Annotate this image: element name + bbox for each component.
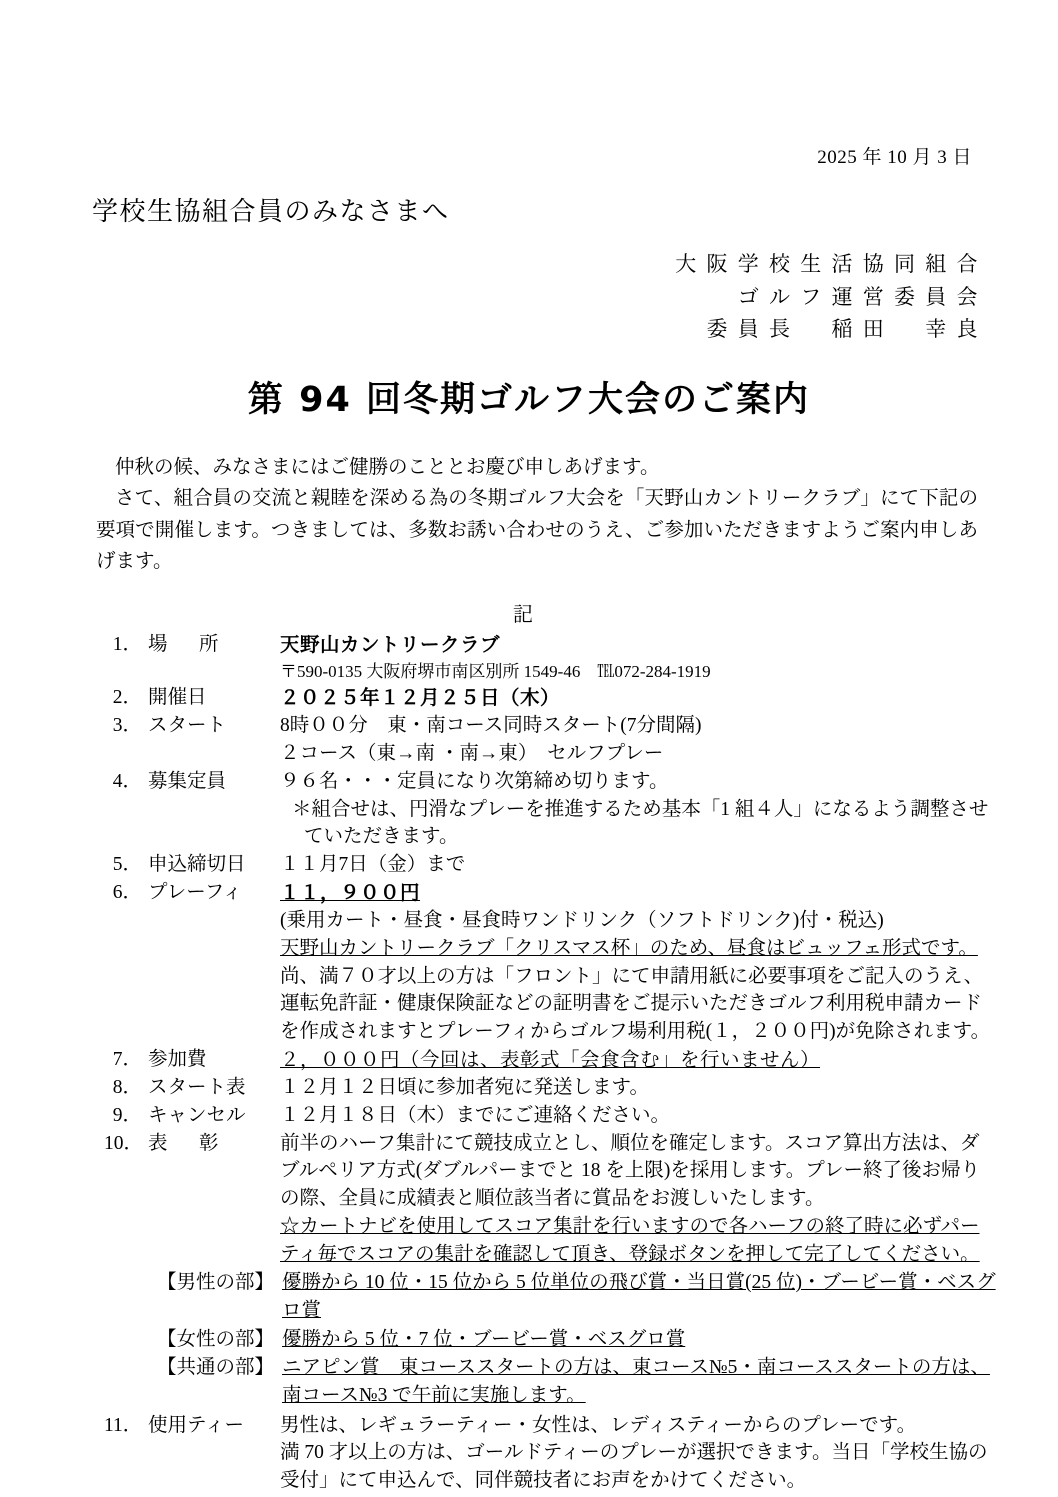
start-time: 8時００分 東・南コース同時スタート(7分間隔) xyxy=(280,715,702,737)
item-label: 使用ティー xyxy=(148,1414,244,1436)
play-fee-includes: (乗用カート・昼食・昼食時ワンドリンク（ソフトドリンク)付・税込) xyxy=(280,910,884,932)
item-value xyxy=(280,768,998,851)
item-value xyxy=(280,879,998,1046)
item-label: 参加費 xyxy=(148,1048,207,1070)
list-item xyxy=(104,684,998,713)
list-item xyxy=(104,712,998,767)
play-fee: １１，９００円 xyxy=(280,880,421,904)
item-value xyxy=(280,1046,998,1075)
tee-usage: 男性は、レギュラーティー・女性は、レディスティーからのプレーです。 xyxy=(280,1414,917,1436)
org-line-3: 委 員 長 稲 田 幸 良 xyxy=(706,317,980,342)
award-method: 前半のハーフ集計にて競技成立とし、順位を確定します。スコア算出方法は、ダブルペリア方式(ダブルパーまでと 18 を上限)を採用します。プレー終了後お帰りの際、全員に成績表と順位該当者に賞品をお渡しいたします。 xyxy=(280,1132,980,1210)
ki-marker: 記 xyxy=(513,603,535,626)
item-number: 9． xyxy=(112,1105,142,1127)
course-rotation: ２コース（東→南 ・南→東） セルフプレー xyxy=(280,743,664,765)
grouping-note: ＊組合せは、円滑なプレーを推進するため基本「1 組４人」になるよう調整させていただきます。 xyxy=(292,798,989,848)
document-date: 2025 年 10 月 3 日 xyxy=(817,147,972,168)
item-value xyxy=(280,684,998,713)
participation-fee: ２，０００円（今回は、表彰式「会食含む」を行いません） xyxy=(280,1047,821,1071)
item-value xyxy=(280,851,998,879)
lunch-note: 天野山カントリークラブ「クリスマス杯」のため、昼食はビュッフェ形式です。 xyxy=(280,937,978,959)
item-value xyxy=(280,712,998,767)
item-number: 10． xyxy=(104,1132,144,1154)
item-number: 7． xyxy=(112,1048,142,1070)
venue-address: 〒590-0135 大阪府堺市南区別所 1549-46 ℡072-284-1919 xyxy=(280,661,711,681)
start-sheet-dispatch: １２月１２日頃に参加者宛に発送します。 xyxy=(280,1077,649,1099)
category-label: 【男性の部】 xyxy=(156,1272,274,1294)
list-item xyxy=(104,1130,998,1268)
item-label: 開催日 xyxy=(148,686,207,708)
details-list xyxy=(0,631,1058,1495)
event-date: ２０２５年１２月２５日（木） xyxy=(280,685,561,709)
category-value: ニアピン賞 東コーススタートの方は、東コース№5・南コーススタートの方は、南コース№3 で午前に実施します。 xyxy=(282,1357,990,1406)
item-number: 3． xyxy=(112,715,142,737)
category-label: 【共通の部】 xyxy=(156,1357,274,1379)
category-row xyxy=(104,1354,998,1409)
list-item xyxy=(104,879,998,1046)
item-label: スタート xyxy=(148,715,227,737)
item-value xyxy=(280,1074,998,1102)
category-label: 【女性の部】 xyxy=(156,1328,274,1350)
greeting-line-1: 仲秋の候、みなさまにはご健勝のこととお慶び申しあげます。 xyxy=(115,456,660,478)
org-line-2: ゴ ル フ 運 営 委 員 会 xyxy=(737,284,980,309)
item-value xyxy=(280,1412,998,1495)
document-title: 第 94 回冬期ゴルフ大会のご案内 xyxy=(247,379,811,420)
application-deadline: １１月7日（金）まで xyxy=(280,853,466,875)
item-number: 6． xyxy=(112,881,142,903)
item-number: 2． xyxy=(112,686,142,708)
item-number: 8． xyxy=(112,1077,142,1099)
item-value xyxy=(280,1130,998,1268)
item-label: スタート表 xyxy=(148,1077,246,1099)
item-number: 5． xyxy=(112,853,142,875)
cancellation-deadline: １２月１８日（木）までにご連絡ください。 xyxy=(280,1105,671,1127)
list-item xyxy=(104,1412,998,1495)
issuing-organization xyxy=(0,248,1058,346)
item-number: 1． xyxy=(112,633,142,655)
item-label: 場 所 xyxy=(148,633,225,655)
list-item xyxy=(104,1102,998,1130)
venue-name: 天野山カントリークラブ xyxy=(280,632,501,656)
item-label: キャンセル xyxy=(148,1105,246,1127)
tax-exemption-note: 尚、満７０才以上の方は「フロント」にて申請用紙に必要事項をご記入のうえ、運転免許証・健康保険証などの証明書をご提示いただきゴルフ利用税申請カードを作成されますとプレーフィからゴルフ場利用税(１，２００円)が免除されます。 xyxy=(280,965,991,1043)
item-value xyxy=(280,1102,998,1130)
item-label: プレーフィ xyxy=(148,881,243,903)
category-value: 優勝から 10 位・15 位から 5 位単位の飛び賞・当日賞(25 位)・ブービー賞・ベスグロ賞 xyxy=(282,1272,996,1321)
addressee: 学校生協組合員のみなさまへ xyxy=(92,197,450,226)
category-row xyxy=(104,1269,998,1324)
list-item xyxy=(104,1046,998,1075)
gold-tee-note: 満 70 才以上の方は、ゴールドティーのプレーが選択できます。当日「学校生協の受付」にて申込んで、同伴競技者にお声をかけてください。 xyxy=(280,1442,988,1492)
category-value: 優勝から 5 位・7 位・ブービー賞・ベスグロ賞 xyxy=(282,1328,686,1350)
item-number: 4． xyxy=(112,770,142,792)
greeting-paragraphs xyxy=(0,452,1058,578)
cart-navi-note: ☆カートナビを使用してスコア集計を行いますので各ハーフの終了時に必ずパーティ毎でスコアの集計を確認して頂き、登録ボタンを押して完了してください。 xyxy=(280,1215,980,1265)
item-value xyxy=(280,631,998,684)
list-item xyxy=(104,851,998,879)
list-item xyxy=(104,768,998,851)
item-label: 申込締切日 xyxy=(148,853,246,875)
org-line-1: 大 阪 学 校 生 活 協 同 組 合 xyxy=(675,252,980,276)
item-label: 募集定員 xyxy=(148,770,227,792)
greeting-line-2: さて、組合員の交流と親睦を深める為の冬期ゴルフ大会を「天野山カントリークラブ」にて下記の要項で開催します。つきましては、多数お誘い合わせのうえ、ご参加いただきますようご案内申しあげます。 xyxy=(96,488,978,573)
item-label: 表 彰 xyxy=(148,1132,225,1154)
capacity: ９６名・・・定員になり次第締め切ります。 xyxy=(280,770,669,792)
item-number: 11． xyxy=(104,1414,143,1436)
list-item xyxy=(104,631,998,684)
list-item xyxy=(104,1074,998,1102)
category-row xyxy=(104,1326,998,1354)
